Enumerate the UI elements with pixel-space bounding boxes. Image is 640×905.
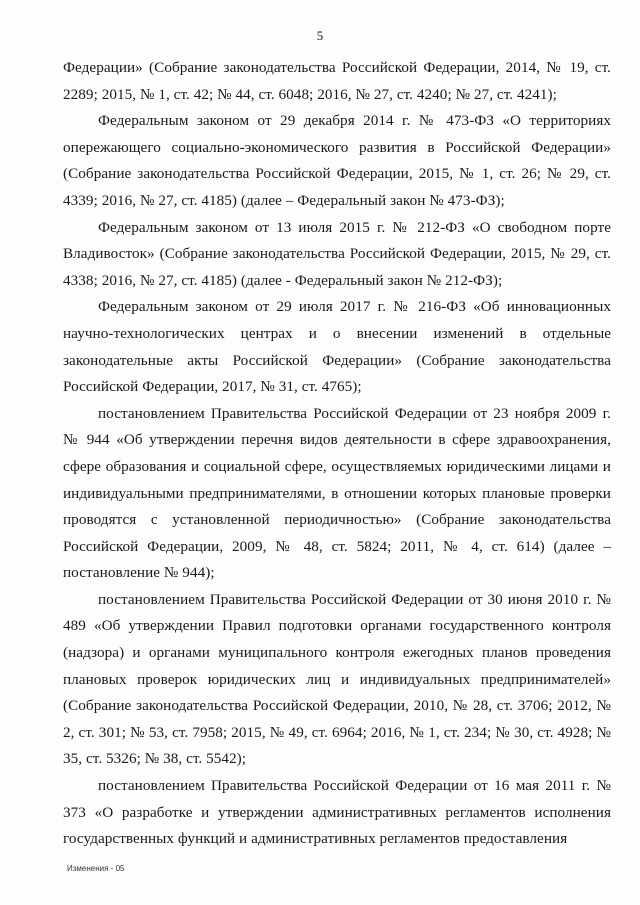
- paragraph-7: постановлением Правительства Российской Федерации от 16 мая 2011 г. № 373 «О разработке и утверждении административных регламентов исполнения государственных функций и административных регламентов предоставления: [63, 777, 611, 848]
- paragraph-2: Федеральным законом от 29 декабря 2014 г. № 473-ФЗ «О территориях опережающего социально-экономического развития в Российской Федерации» (Собрание законодательства Российской Федерации, 2015, № 1, ст. 26; № 29, ст. 4339; 2016, № 27, ст. 4185) (далее – Федеральный закон № 473-ФЗ);: [63, 112, 611, 209]
- paragraph-1: Федерации» (Собрание законодательства Российской Федерации, 2014, № 19, ст. 2289; 2015, № 1, ст. 42; № 44, ст. 6048; 2016, № 27, ст. 4240; № 27, ст. 4241);: [63, 59, 611, 103]
- paragraph-5: постановлением Правительства Российской Федерации от 23 ноября 2009 г. № 944 «Об утверждении перечня видов деятельности в сфере здравоохранения, сфере образования и социальной сфере, осуществляемых юридическими лицами и индивидуальными предпринимателями, в отношении которых плановые проверки проводятся с установленной периодичностью» (Собрание законодательства Российской Федерации, 2009, № 48, ст. 5824; 2011, № 4, ст. 614) (далее – постановление № 944);: [63, 404, 611, 582]
- document-body: [63, 55, 611, 853]
- paragraph-3: Федеральным законом от 13 июля 2015 г. № 212-ФЗ «О свободном порте Владивосток» (Собрание законодательства Российской Федерации, 2015, № 29, ст. 4338; 2016, № 27, ст. 4185) (далее - Федеральный закон № 212-ФЗ);: [63, 218, 611, 289]
- page-number: 5: [316, 28, 324, 43]
- paragraph-6: постановлением Правительства Российской Федерации от 30 июня 2010 г. № 489 «Об утверждении Правил подготовки органами государственного контроля (надзора) и органами муниципального контроля ежегодных планов проведения плановых проверок юридических лиц и индивидуальных предпринимателей» (Собрание законодательства Российской Федерации, 2010, № 28, ст. 3706; 2012, № 2, ст. 301; № 53, ст. 7958; 2015, № 49, ст. 6964; 2016, № 1, ст. 234; № 30, ст. 4928; № 35, ст. 5326; № 38, ст. 5542);: [63, 590, 611, 768]
- paragraph-4: Федеральным законом от 29 июля 2017 г. № 216-ФЗ «Об инновационных научно-технологических центрах и о внесении изменений в отдельные законодательные акты Российской Федерации» (Собрание законодательства Российской Федерации, 2017, № 31, ст. 4765);: [63, 298, 611, 396]
- footer-revision-note: Изменения - 05: [67, 864, 125, 873]
